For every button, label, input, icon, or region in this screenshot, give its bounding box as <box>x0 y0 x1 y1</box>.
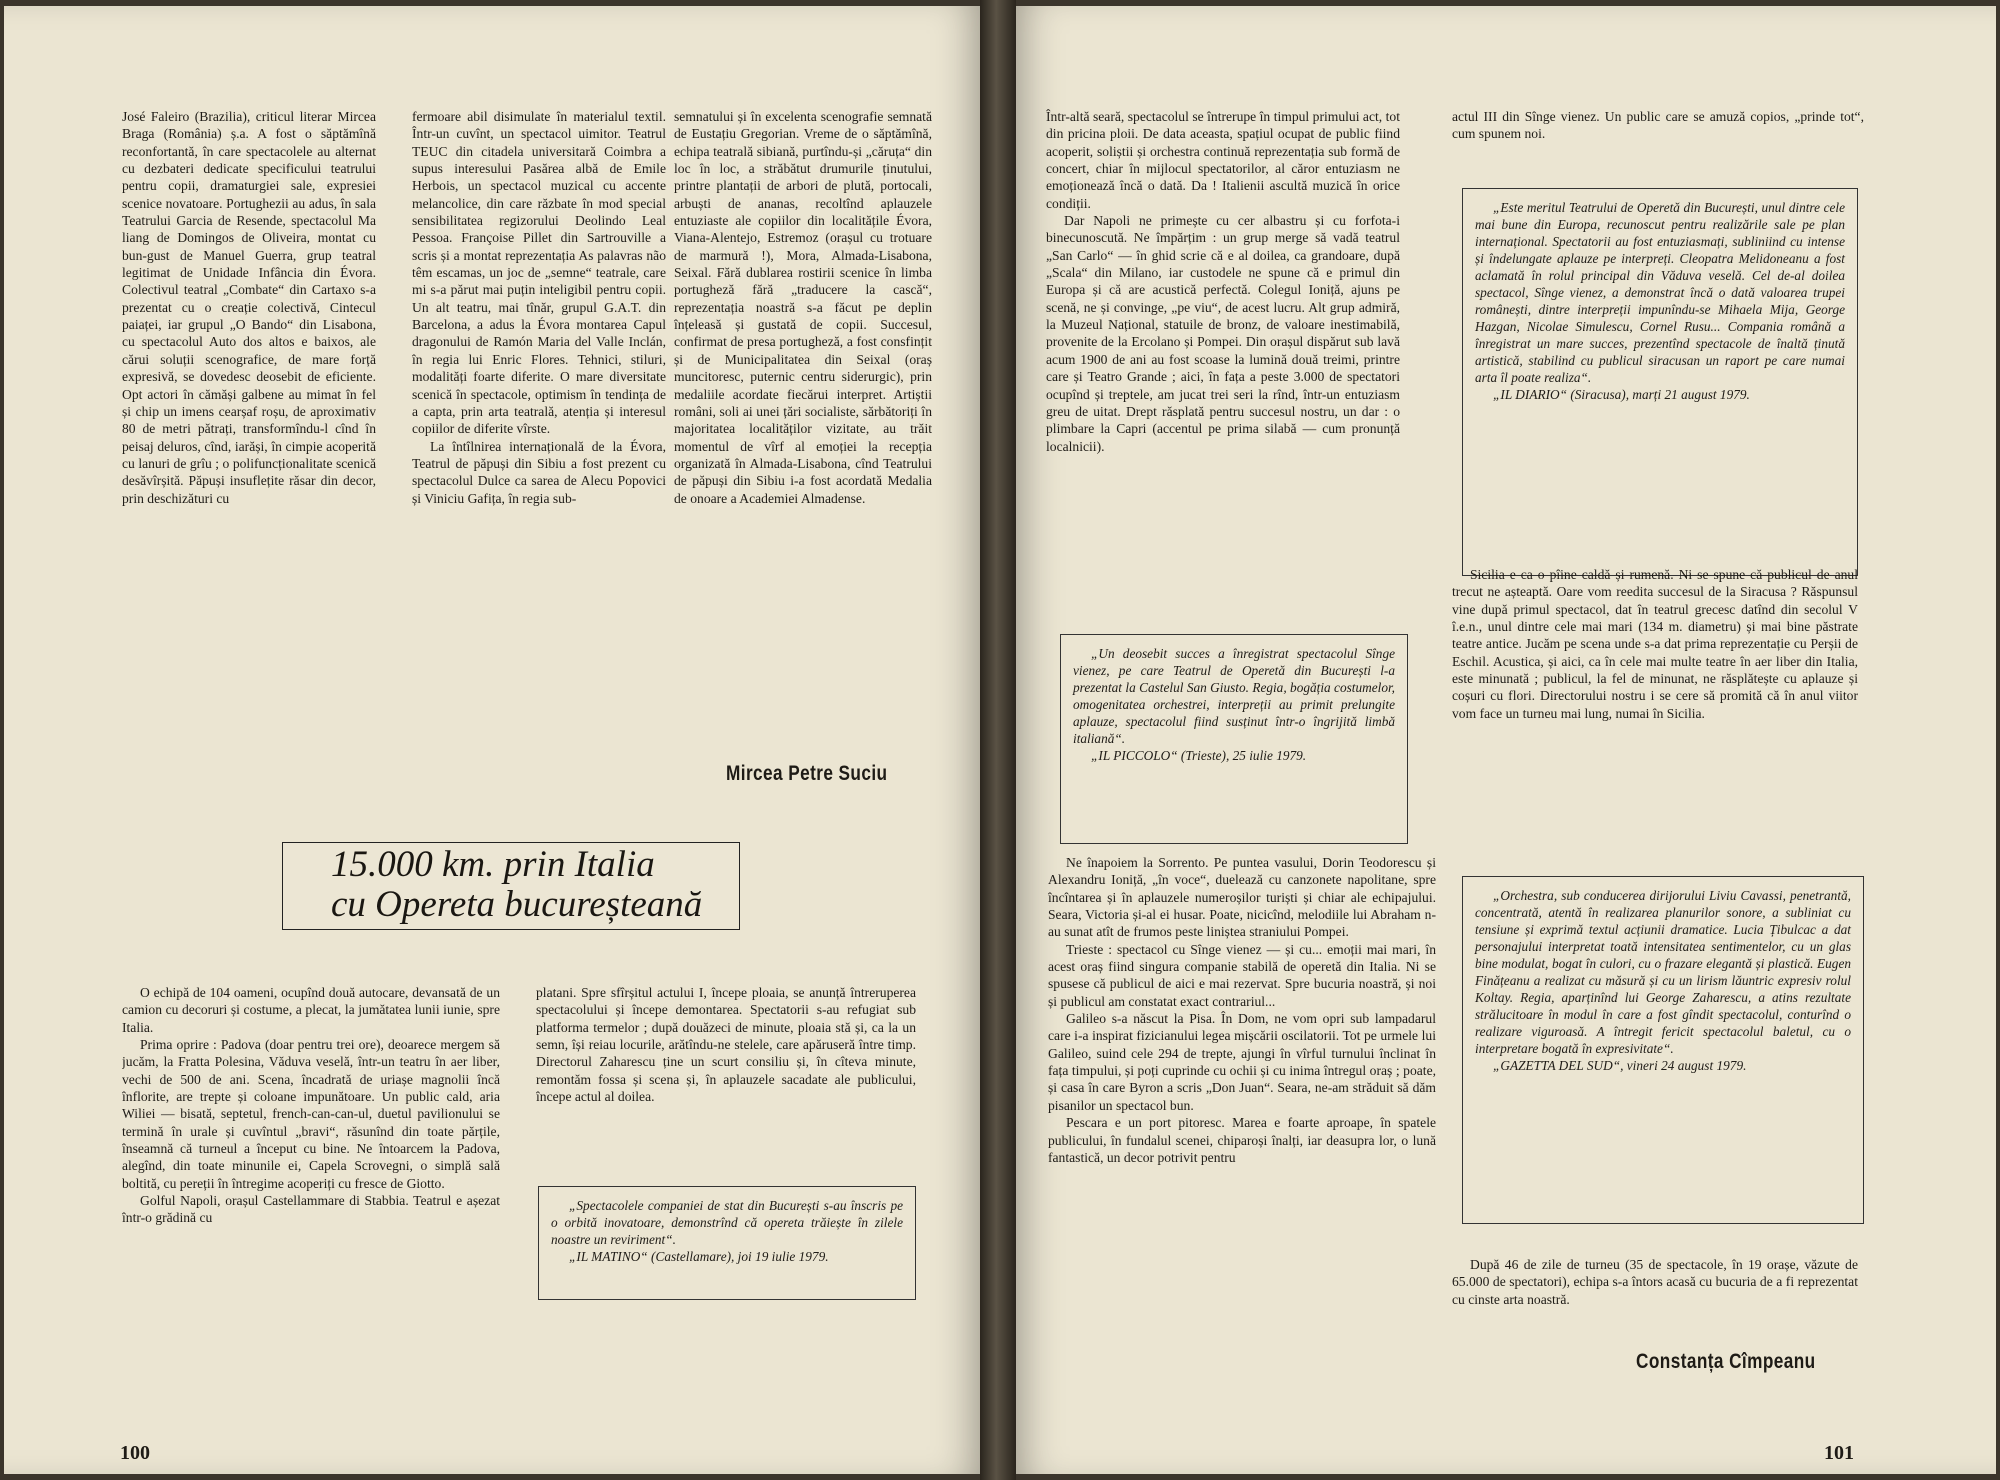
paragraph: Prima oprire : Padova (doar pentru trei ore), deoarece mergem să jucăm, la Fratta Polesina, Văduva veselă, într-un teatru în aer liber, vechi de 500 de ani. Scena, încadrată de uriașe magnolii încă înflorite, are trepte și coloane impunătoare. Un public cald, aria Wiliei — bisată, septetul, french-can-can-ul, duetul pavilionului se termină în urale și cuvîntul „bravi“, răsunînd din toate părțile, înseamnă că turneul a început cu bine. Ne întoarcem la Padova, alegînd, din toate minunile ei, Capela Scrovegni, o simplă sală boltită, cu pereții în întregime acoperiți cu fresce de Giotto. <box>122 1037 500 1191</box>
paragraph: La întîlnirea internațională de la Évora, Teatrul de păpuși din Sibiu a fost prezent cu spectacolul Dulce ca sarea de Alecu Popovici și Viniciu Gafița, în regia sub- <box>412 438 666 506</box>
right-column-1 <box>1046 108 1400 628</box>
right-page <box>1016 6 1996 1474</box>
byline-right: Constanța Cîmpeanu <box>1636 1350 1816 1373</box>
article-title-line2: cu Opereta bucureșteană <box>331 884 703 925</box>
left-column-1 <box>122 108 376 798</box>
quote-source: „IL PICCOLO“ (Trieste), 25 iulie 1979. <box>1091 748 1307 763</box>
quote-source: „IL DIARIO“ (Siracusa), marți 21 august 1979. <box>1493 387 1750 402</box>
left-column-2 <box>412 108 666 798</box>
paragraph: Galileo s-a născut la Pisa. În Dom, ne vom opri sub lampadarul care i-a inspirat fizicianului legea mișcării oscilatorii. Tot pe urmele lui Galileo, suind cele 294 de trepte, ajungi în vîrful turnului înclinat în fața timpului, și poți cuprinde cu ochii și cu inima întregul oraș ; poate, și casa în care Byron a scris „Don Juan“. Seara, ne-am străduit să dăm pisanilor un spectacol bun. <box>1048 1011 1436 1113</box>
left-page <box>4 6 980 1474</box>
press-quote-gazetta-del-sud <box>1462 876 1864 1224</box>
quote-text: „Orchestra, sub conducerea dirijorului Liviu Cavassi, penetrantă, concentrată, atentă în realizarea planurilor sonore, a subliniat cu tensiune și exprimă textul acțiunii dramatice. Lucia Țibulcac a dat personajului interpretat toată intensitatea sentimentelor, cu un glas bine modulat, bogat în culori, cu o frazare elegantă și plastică. Eugen Finățeanu a realizat cu măsură și cu un lirism lăuntric expresiv rolul Koltay. Regia, aparținînd lui George Zaharescu, a atins rezultate strălucitoare în modul în care a fost gîndit spectacolul, conturînd o realizare viguroasă. A întregit fericit spectacolul baletul, cu o interpretare bogată în expresivitate“. <box>1475 888 1851 1056</box>
paragraph: După 46 de zile de turneu (35 de spectacole, în 19 orașe, văzute de 65.000 de spectatori), echipa s-a întors acasă cu bucuria de a fi reprezentat cu cinste arta noastră. <box>1452 1257 1858 1307</box>
press-quote-il-piccolo <box>1060 634 1408 844</box>
page-number-right: 101 <box>1824 1442 1854 1464</box>
right-column-2-middle <box>1452 566 1858 856</box>
book-gutter <box>980 0 1016 1480</box>
left-bottom-column-2 <box>536 984 916 1164</box>
quote-source: „IL MATINO“ (Castellamare), joi 19 iulie 1979. <box>569 1249 829 1264</box>
quote-source: „GAZETTA DEL SUD“, vineri 24 august 1979. <box>1493 1058 1747 1073</box>
paragraph: José Faleiro (Brazilia), criticul literar Mircea Braga (România) ș.a. A fost o săptămînă reconfortantă, în care spectacolele au alternat cu dezbateri dedicate specificului teatrului pentru copii, dramaturgiei sale, expresiei scenice novatoare. Portughezii au adus, în sala Teatrului Garcia de Resende, spectacolul Ma liang de Domingos de Oliveira, montat cu bun-gust de Manuel Guerra, grup teatral legitimat de Unidade Infância din Évora. Colectivul teatral „Combate“ din Cartaxo s-a prezentat cu o creație colectivă, Cintecul paiaței, iar grupul „O Bando“ din Lisabona, cu spectacolul Auto dos altos e baixos, ale cărui soluții scenografice, de mare forță expresivă, se dovedesc deosebit de eficiente. Opt actori în cămăși galbene au mimat în fel și chip un imens cearșaf roșu, de aproximativ 80 de metri pătrați, transformîndu-l cînd în peisaj deluros, cînd, iarăși, în cimpie acoperită cu lanuri de grîu ; o polifuncționalitate scenică desăvîrșită. Păpuși insuflețite răsar din decor, prin deschizături cu <box>122 109 376 506</box>
quote-text: „Un deosebit succes a înregistrat spectacolul Sînge vienez, pe care Teatrul de Operetă din București l-a prezentat la Castelul San Giusto. Regia, bogăția costumelor, omogenitatea orchestrei, interpreții au primit prelungite aplauze, spectacolul fiind susținut într-o îngrijită limbă italiană“. <box>1073 646 1395 746</box>
byline-left: Mircea Petre Suciu <box>726 762 888 785</box>
paragraph: Într-altă seară, spectacolul se întrerupe în timpul primului act, tot din pricina ploii. De data aceasta, spațiul ocupat de public fiind acoperit, soliștii și orchestra continuă reprezentația sub formă de concert, chiar în mijlocul spectatorilor, al căror entuziasm ne emoționează încă o dată. Da ! Italienii ascultă muzică în orice condiții. <box>1046 109 1400 211</box>
paragraph: Dar Napoli ne primește cu cer albastru și cu forfota-i binecunoscută. Ne împărțim : un grup merge să vadă teatrul „San Carlo“ — în ghid scrie că e al doilea, ca grandoare, după „Scala“ din Milano, iar custodele ne spune că e primul din Europa și că are acustică perfectă. Colegul Ioniță, ajuns pe scenă, ne și convinge, „pe viu“, de acest lucru. Alt grup admiră, la Muzeul Național, statuile de bronz, de valoare inestimabilă, provenite de la Ercolano și Pompei. Din orașul dispărut sub lavă acum 1900 de ani au fost scoase la lumină două treimi, printre care și Teatro Grande ; aici, în fața a peste 3.000 de spectatori ocupînd și treptele, am jucat trei seri la rînd, într-un entuziasm greu de uitat. Drept răsplată pentru succesul nostru, un dar : o plimbare la Capri (accentul pe prima silabă — cum pronunță localnicii). <box>1046 213 1400 454</box>
article-title-line1: 15.000 km. prin Italia <box>331 844 655 885</box>
left-column-3 <box>674 108 932 748</box>
article-title-box <box>282 842 740 930</box>
paragraph: fermoare abil disimulate în materialul textil. Într-un cuvînt, un spectacol uimitor. Teatrul TEUC din citadela universitară Coimbra a supus interesului Pasărea albă de Emile Herbois, un spectacol muzical cu accente melancolice, din care răzbate în mod special sensibilitatea regizorului Deolindo Leal Pessoa. Françoise Pillet din Sartrouville a scris și a montat reprezentația As palavras não têm escamas, un joc de „semne“ teatrale, care mi s-a părut mai puțin inteligibil pentru copii. Un alt teatru, mai tînăr, grupul G.A.T. din Barcelona, a adus la Évora montarea Capul dragonului de Ramón Maria del Valle Inclán, în regia lui Enric Flores. Tehnici, stiluri, modalități foarte diferite. O mare diversitate scenică în spectacole, optimism în tendința de a capta, prin arta teatrală, atenția și interesul copiilor de diferite vîrste. <box>412 109 666 437</box>
press-quote-il-matino <box>538 1186 916 1300</box>
paragraph: Golful Napoli, orașul Castellammare di Stabbia. Teatrul e așezat într-o grădină cu <box>122 1193 500 1226</box>
left-bottom-column-1 <box>122 984 500 1394</box>
paragraph: semnatului și în excelenta scenografie semnată de Eustațiu Gregorian. Vreme de o săptămînă, echipa teatrală sibiană, purtîndu-și „căruța“ din loc în loc, a străbătut drumurile ținutului, printre plantații de arbori de plută, portocali, arbuști de ananas, recoltînd aplauzele entuziaste ale copiilor din localitățile Évora, Viana-Alentejo, Estremoz (orașul cu trotuare de marmură !), Mora, Almada-Lisabona, Seixal. Fără dublarea rostirii scenice în limba portugheză fără „traducere la cască“, reprezentația noastră s-a făcut pe deplin înțeleasă și gustată de copii. Succesul, confirmat de presa portugheză, a fost consfințit și de Municipalitatea din Seixal (oraș muncitoresc, puternic centru siderurgic), prin medaliile acordate fiecărui interpret. Artiștii români, soli ai unei țări socialiste, sărbătoriți în majoritatea localităților vizitate, au trăit momentul de vîrf al emoției la recepția organizată în Almada-Lisabona, cînd Teatrului de păpuși din Sibiu i-a fost acordată Medalia de onoare a Academiei Almadense. <box>674 109 932 506</box>
paragraph: O echipă de 104 oameni, ocupînd două autocare, devansată de un camion cu decoruri și costume, a plecat, la jumătatea lunii iunie, spre Italia. <box>122 985 500 1035</box>
paragraph: actul III din Sînge vienez. Un public care se amuză copios, „prinde tot“, cum spunem noi. <box>1452 109 1864 142</box>
paragraph: Trieste : spectacol cu Sînge vienez — și cu... emoții mai mari, în acest oraș fiind singura companie stabilă de operetă din Italia. Ni se spusese că publicul de aici e mai rezervat. Spre bucuria noastră, și noi și publicul am constatat exact contrariul... <box>1048 941 1436 1009</box>
paragraph: Ne înapoiem la Sorrento. Pe puntea vasului, Dorin Teodorescu și Alexandru Ioniță, „în voce“, duelează cu canzonete napolitane, spre încîntarea și în aplauzele numeroșilor turiști și chiar ale echipajului. Seara, Victoria și-al ei husar. Poate, nicicînd, melodiile lui Abraham n-au sunat atît de frumos peste liniștea straniului Pompei. <box>1048 855 1436 940</box>
paragraph: Pescara e un port pitoresc. Marea e foarte aproape, în spatele publicului, în fundalul scenei, chiparoși înalți, iar deasupra lor, o lună fantastică, un decor potrivit pentru <box>1048 1115 1436 1165</box>
right-column-2 <box>1452 108 1864 166</box>
right-bottom-column-2 <box>1452 1256 1858 1336</box>
press-quote-il-diario <box>1462 188 1858 576</box>
paragraph: platani. Spre sfîrșitul actului I, începe ploaia, se anunță întreruperea spectacolului și începe demontarea. Spectatorii s-au refugiat sub platforma termelor ; după douăzeci de minute, ploaia stă și, ca la un semn, își reiau locurile, arătîndu-ne stelele, care apăruseră între timp. Directorul Zaharescu ține un scurt consiliu și, în cîteva minute, remontăm fossa și scena și, în aplauzele sacadate ale publicului, începe actul al doilea. <box>536 985 916 1105</box>
quote-text: „Este meritul Teatrului de Operetă din București, unul dintre cele mai bune din Europa, recunoscut pentru realizările sale pe plan internațional. Spectatorii au fost entuziasmați, subliniind cu intense și îndelungate aplauze pe interpreți. Cleopatra Melidoneanu a fost aclamată în rolul principal din Văduva veselă. Cel de-al doilea spectacol, Sînge vienez, a demonstrat încă o dată valoarea trupei românești, dintre interpreții impunîndu-se Mihaela Mija, George Hazgan, Nicolae Simulescu, Cornel Rusu... Compania română a înregistrat un mare succes, prezentînd spectacole de înaltă ținută artistică, stabilind cu publicul siracusan un raport pe care numai arta îl poate realiza“. <box>1475 200 1845 385</box>
quote-text: „Spectacolele companiei de stat din București s-au înscris pe o orbită inovatoare, demonstrînd că opereta trăiește în zilele noastre un reviriment“. <box>551 1198 903 1247</box>
paragraph: Sicilia e ca o pîine caldă și rumenă. Ni se spune că publicul de anul trecut ne așteaptă. Oare vom reedita succesul de la Siracusa ? Răspunsul vine după primul spectacol, dat în teatrul grecesc datînd din secolul V î.e.n., unul dintre cele mai mari (134 m. diametru) și mai bine păstrate teatre antice. Jucăm pe scena unde s-a dat prima reprezentație cu Perșii de Eschil. Acustica, și aici, ca în cele mai multe teatre în aer liber din Italia, este minunată ; publicul, la fel de minunat, ne răsplătește cu aplauze și coșuri cu flori. Directorului nostru i se cere să promită că în anul viitor vom face un turneu mai lung, numai în Sicilia. <box>1452 567 1858 721</box>
page-number-left: 100 <box>120 1442 150 1464</box>
right-bottom-column-1 <box>1048 854 1436 1414</box>
